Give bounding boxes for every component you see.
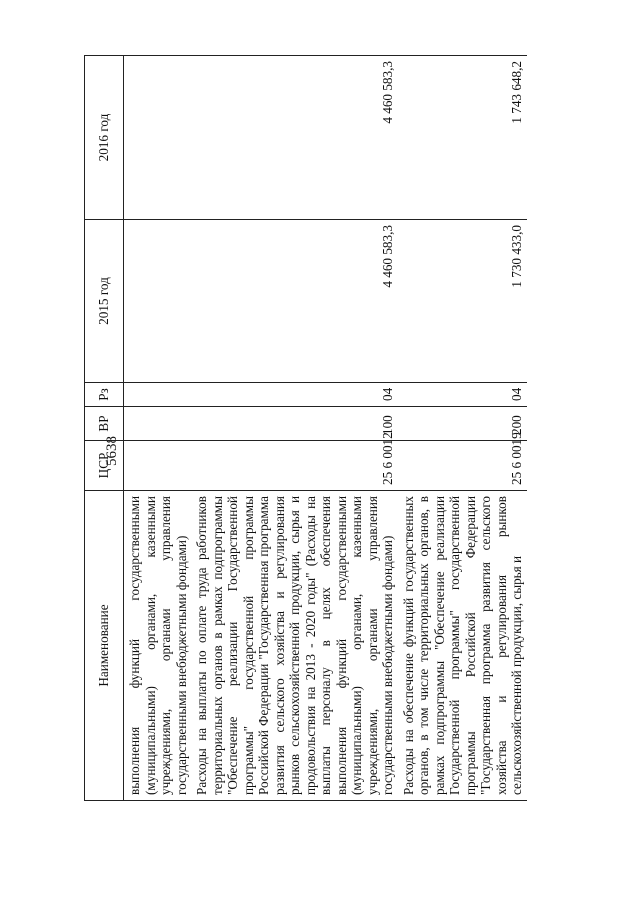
row-csr: 25 6 0012: [191, 441, 398, 491]
header-csr: ЦСР: [85, 441, 124, 491]
row-vr: [124, 407, 192, 441]
table-row: [124, 56, 192, 801]
row-vr: 200: [398, 407, 527, 441]
row-2016: [124, 56, 192, 220]
row-name: выполнения функций государственными (муниципальными) органами, казенными учреждениями, органами управления государственными внебюджетными фондами): [124, 491, 192, 801]
row-2016: 4 460 583,3: [191, 56, 398, 220]
row-rz: 04: [398, 383, 527, 407]
header-name: Наименование: [85, 491, 124, 801]
row-2016: 1 743 648,2: [398, 56, 527, 220]
row-rz: 04: [191, 383, 398, 407]
row-2015: 4 460 583,3: [191, 220, 398, 383]
budget-table: [84, 55, 527, 801]
row-name: Расходы на обеспечение функций государственных органов, в том числе территориальных органов, в рамках подпрограммы "Обеспечение реализации Государственной программы" государственной программы Российской Федерации "Государственная программа развития сельского хозяйства и регулирования рынков сельскохозяйственной продукции, сырья и: [398, 491, 527, 801]
table-row: [191, 56, 398, 801]
header-2015: 2015 год: [85, 220, 124, 383]
row-csr: [124, 441, 192, 491]
row-2015: 1 730 433,0: [398, 220, 527, 383]
table-header: [85, 56, 124, 801]
table-row: [398, 56, 527, 801]
row-csr: 25 6 0019: [398, 441, 527, 491]
row-name: Расходы на выплаты по оплате труда работников территориальных органов в рамках подпрограммы "Обеспечение реализации Государственной программы" государственной программы Российской Федерации "Государственная программа развития сельского хозяйства и регулирования рынков сельскохозяйственной продукции, сырья и продовольствия на 2013 - 2020 годы" (Расходы на выплаты персоналу в целях обеспечения выполнения функций государственными (муниципальными) органами, казенными учреждениями, органами управления государственными внебюджетными фондами): [191, 491, 398, 801]
row-vr: 100: [191, 407, 398, 441]
row-rz: [124, 383, 192, 407]
page-number: 5638: [104, 436, 120, 466]
header-rz: Рз: [85, 383, 124, 407]
row-2015: [124, 220, 192, 383]
header-2016: 2016 год: [85, 56, 124, 220]
header-vr: ВР: [85, 407, 124, 441]
